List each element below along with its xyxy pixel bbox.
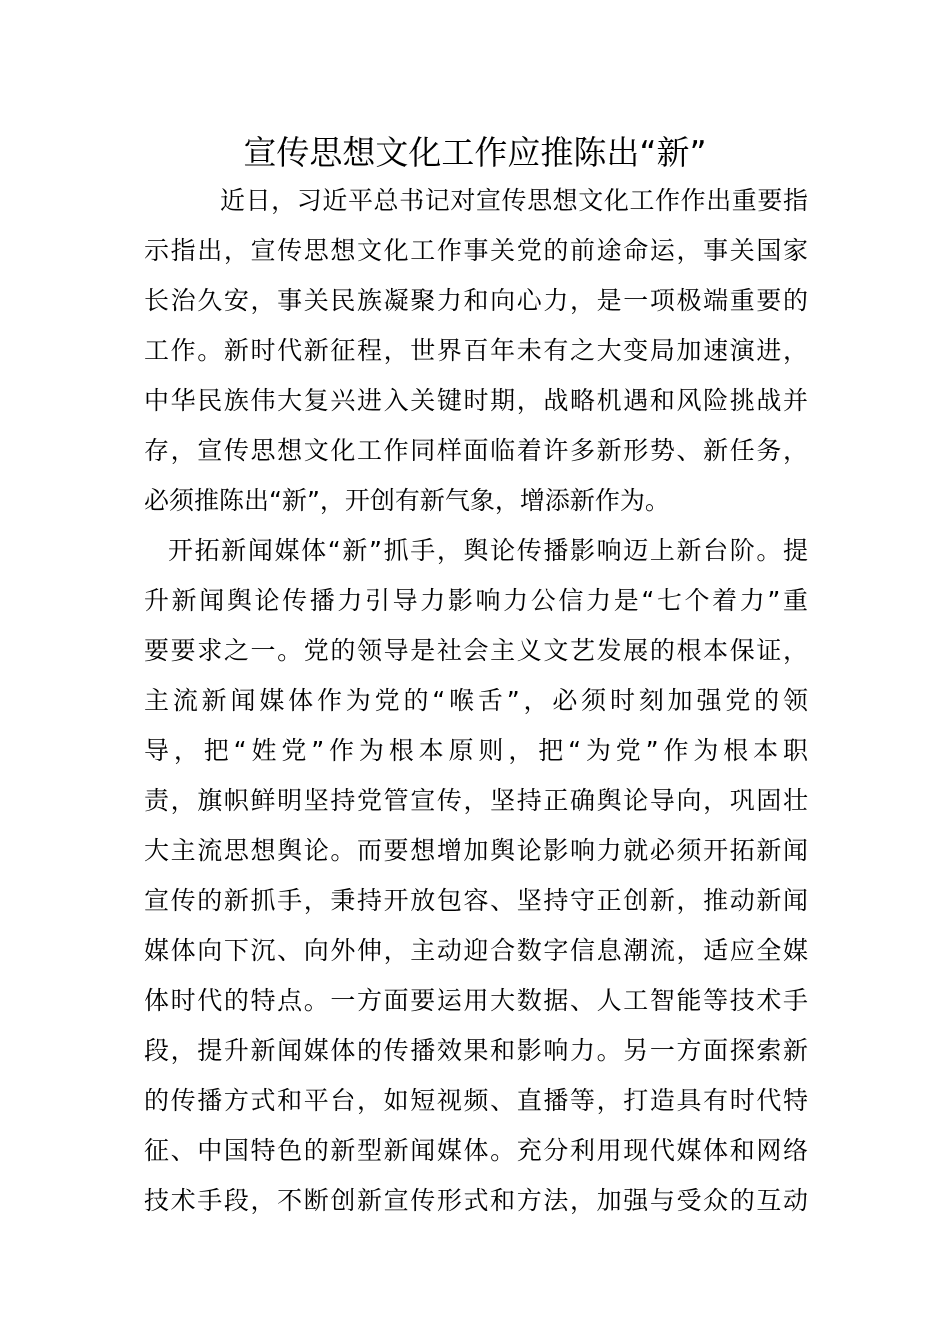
paragraph-line: 的传播方式和平台，如短视频、直播等，打造具有时代特: [144, 1086, 808, 1115]
document-body: [144, 176, 808, 1226]
paragraph-1: [144, 176, 808, 526]
paragraph-line: 媒体向下沉、向外伸，主动迎合数字信息潮流，适应全媒: [144, 936, 808, 965]
paragraph-line: 近日，习近平总书记对宣传思想文化工作作出重要指: [220, 186, 808, 215]
paragraph-line: 要要求之一。党的领导是社会主义文艺发展的根本保证，: [144, 636, 808, 665]
paragraph-line: 技术手段，不断创新宣传形式和方法，加强与受众的互动: [144, 1186, 808, 1215]
paragraph-line: 段，提升新闻媒体的传播效果和影响力。另一方面探索新: [144, 1036, 808, 1065]
document-title: 宣传思想文化工作应推陈出“新”: [243, 133, 707, 172]
paragraph-line: 体时代的特点。一方面要运用大数据、人工智能等技术手: [144, 986, 808, 1015]
paragraph-line: 导，把“姓党”作为根本原则，把“为党”作为根本职: [144, 736, 808, 765]
paragraph-line: 开拓新闻媒体“新”抓手，舆论传播影响迈上新台阶。提: [168, 536, 808, 565]
paragraph-2: [144, 526, 808, 1226]
paragraph-line: 征、中国特色的新型新闻媒体。充分利用现代媒体和网络: [144, 1136, 808, 1165]
paragraph-line: 主流新闻媒体作为党的“喉舌”，必须时刻加强党的领: [144, 686, 808, 715]
paragraph-line: 工作。新时代新征程，世界百年未有之大变局加速演进，: [144, 336, 808, 365]
paragraph-line: 存，宣传思想文化工作同样面临着许多新形势、新任务，: [144, 436, 808, 465]
paragraph-line: 升新闻舆论传播力引导力影响力公信力是“七个着力”重: [144, 586, 808, 615]
paragraph-line: 示指出，宣传思想文化工作事关党的前途命运，事关国家: [144, 236, 808, 265]
paragraph-line: 必须推陈出“新”，开创有新气象，增添新作为。: [144, 486, 670, 515]
paragraph-line: 宣传的新抓手，秉持开放包容、坚持守正创新，推动新闻: [144, 886, 808, 915]
paragraph-line: 中华民族伟大复兴进入关键时期，战略机遇和风险挑战并: [144, 386, 808, 415]
paragraph-line: 大主流思想舆论。而要想增加舆论影响力就必须开拓新闻: [144, 836, 808, 865]
paragraph-line: 长治久安，事关民族凝聚力和向心力，是一项极端重要的: [144, 286, 808, 315]
paragraph-line: 责，旗帜鲜明坚持党管宣传，坚持正确舆论导向，巩固壮: [144, 786, 808, 815]
